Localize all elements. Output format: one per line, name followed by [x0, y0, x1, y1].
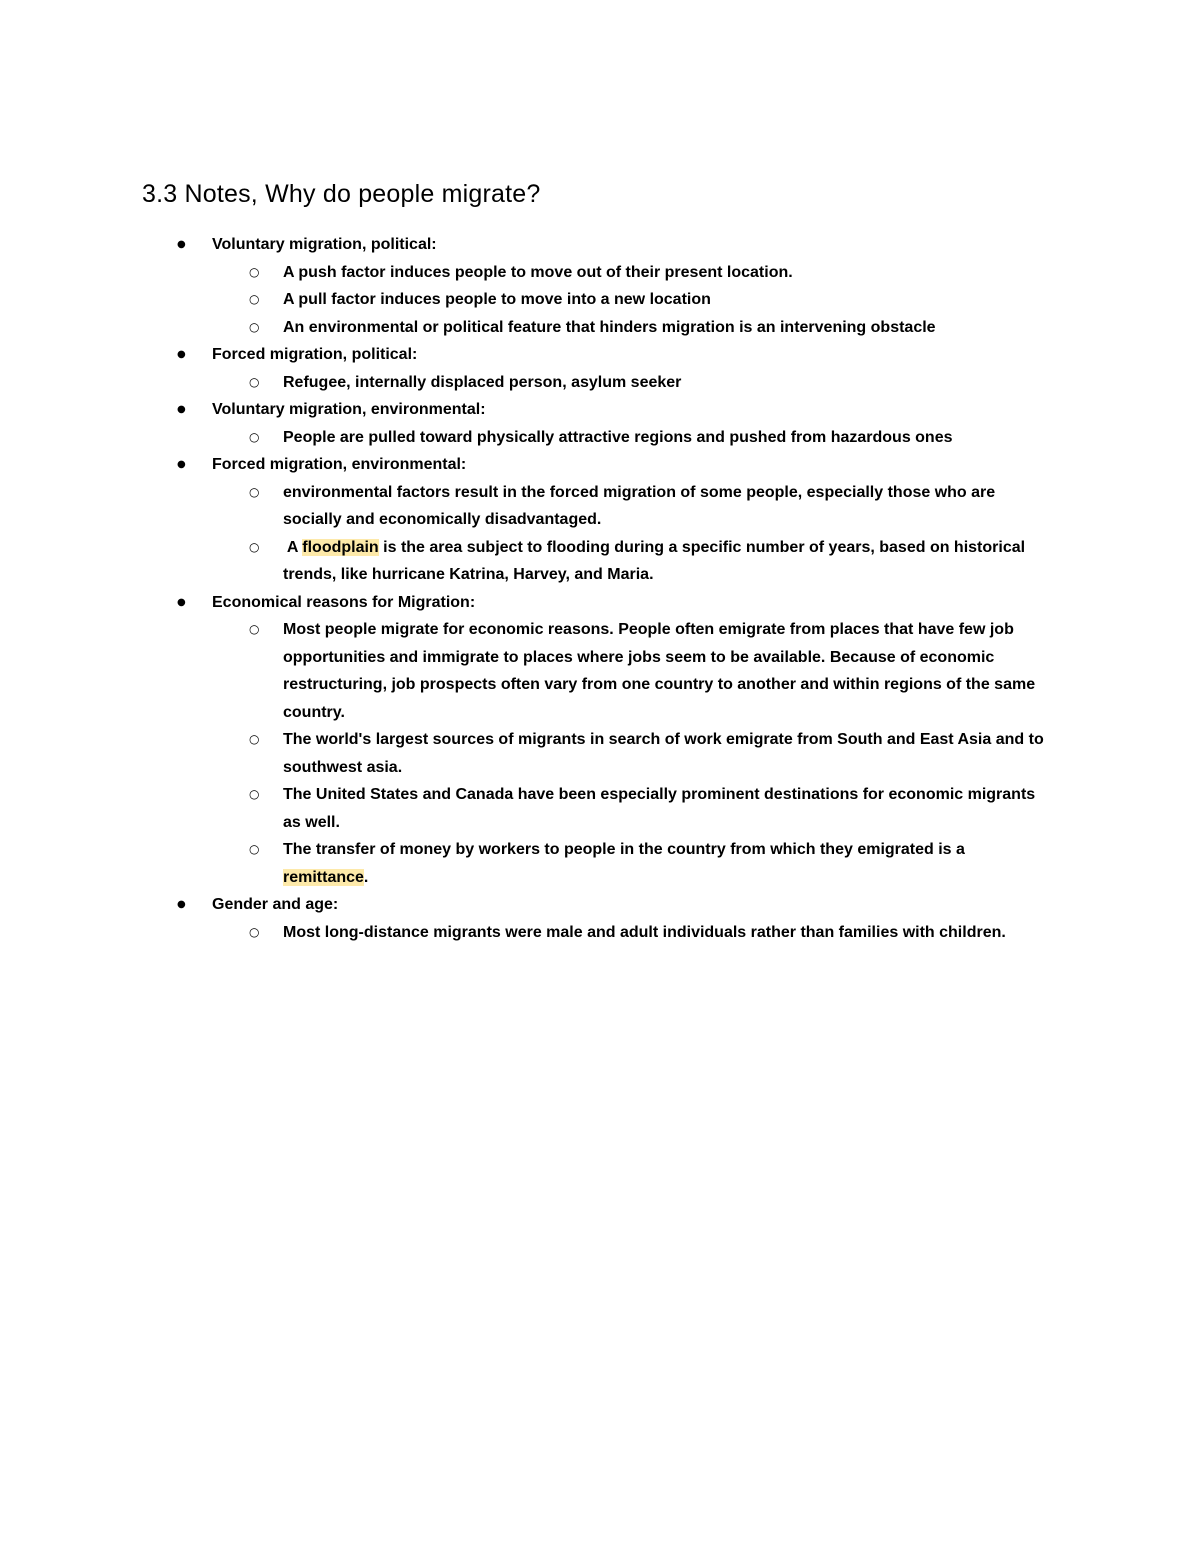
list-item-text: An environmental or political feature that hinders migration is an intervening obstacle — [283, 318, 936, 336]
filled-bullet-icon: ● — [177, 239, 186, 250]
list-item-text: A push factor induces people to move out of their present location. — [283, 263, 793, 281]
list-item-text: environmental factors result in the forced migration of some people, especially those who are socially and economically disadvantaged. — [283, 483, 996, 528]
section-heading — [0, 396, 1062, 424]
section-heading-text: Voluntary migration, political: — [212, 236, 437, 253]
list-item-text: Most people migrate for economic reasons. People often emigrate from places that have few job opportunities and immigrate to places where jobs seem to be available. Because of economic restructuring, job prospects often vary from one country to another and within regions of the same country. — [283, 621, 1036, 721]
hollow-bullet-icon: ○ — [249, 842, 260, 856]
hollow-bullet-icon: ○ — [249, 622, 260, 636]
list-item-text: The world's largest sources of migrants in search of work emigrate from South and East Asia and to southwest asia. — [283, 731, 1044, 776]
section-heading — [0, 341, 1062, 369]
list-item — [0, 286, 1053, 314]
section-heading-text: Forced migration, political: — [212, 346, 418, 363]
hollow-bullet-icon: ○ — [249, 264, 260, 279]
section-heading-text: Gender and age: — [212, 896, 339, 913]
section-heading-text: Economical reasons for Migration: — [212, 593, 476, 611]
floodplain-highlight: floodplain — [302, 538, 379, 556]
list-item-remittance — [0, 836, 1053, 891]
section-heading — [0, 589, 1062, 617]
section-heading-text: Forced migration, environmental: — [212, 456, 467, 473]
list-item-floodplain — [0, 534, 1053, 589]
list-item-text: The United States and Canada have been especially prominent destinations for economic migrants as well. — [283, 786, 1036, 831]
section-heading-text: Voluntary migration, environmental: — [212, 401, 486, 418]
hollow-bullet-icon: ○ — [249, 429, 260, 444]
hollow-bullet-icon: ○ — [249, 924, 260, 939]
list-item — [0, 479, 1053, 534]
list-item-text: People are pulled toward physically attractive regions and pushed from hazardous ones — [283, 428, 953, 446]
notes-list — [0, 231, 1200, 946]
list-item-text: A pull factor induces people to move into a new location — [283, 291, 711, 308]
section-heading — [0, 891, 1062, 919]
list-item — [0, 369, 1053, 397]
filled-bullet-icon: ● — [177, 899, 186, 910]
list-item — [0, 781, 1053, 836]
page-title: 3.3 Notes, Why do people migrate? — [142, 180, 541, 208]
list-item — [0, 314, 1053, 342]
list-item — [0, 919, 1053, 947]
remittance-text-after: . — [363, 868, 369, 886]
remittance-text-before: The transfer of money by workers to people in the country from which they emigrated is a — [283, 841, 965, 858]
section-heading — [0, 451, 1062, 479]
hollow-bullet-icon: ○ — [249, 319, 260, 334]
hollow-bullet-icon: ○ — [249, 374, 260, 389]
list-item — [0, 424, 1053, 452]
hollow-bullet-icon: ○ — [249, 787, 260, 801]
filled-bullet-icon: ● — [177, 596, 186, 608]
floodplain-text-before: A — [283, 538, 303, 556]
hollow-bullet-icon: ○ — [249, 292, 260, 306]
list-item — [0, 616, 1053, 726]
list-item-text: Most long-distance migrants were male and adult individuals rather than families with children. — [283, 923, 1006, 941]
remittance-highlight: remittance — [283, 868, 364, 886]
list-item — [0, 726, 1053, 781]
list-item-text: Refugee, internally displaced person, asylum seeker — [283, 373, 682, 391]
hollow-bullet-icon: ○ — [249, 484, 260, 499]
section-heading — [0, 231, 1062, 259]
filled-bullet-icon: ● — [177, 349, 186, 360]
floodplain-text-after: is the area subject to flooding during a specific number of years, based on historical trends, like hurricane Katrina, Harvey, and Maria. — [283, 538, 1026, 583]
hollow-bullet-icon: ○ — [249, 539, 260, 554]
hollow-bullet-icon: ○ — [249, 732, 260, 746]
list-item — [0, 259, 1053, 287]
filled-bullet-icon: ● — [177, 459, 186, 470]
filled-bullet-icon: ● — [177, 404, 186, 415]
